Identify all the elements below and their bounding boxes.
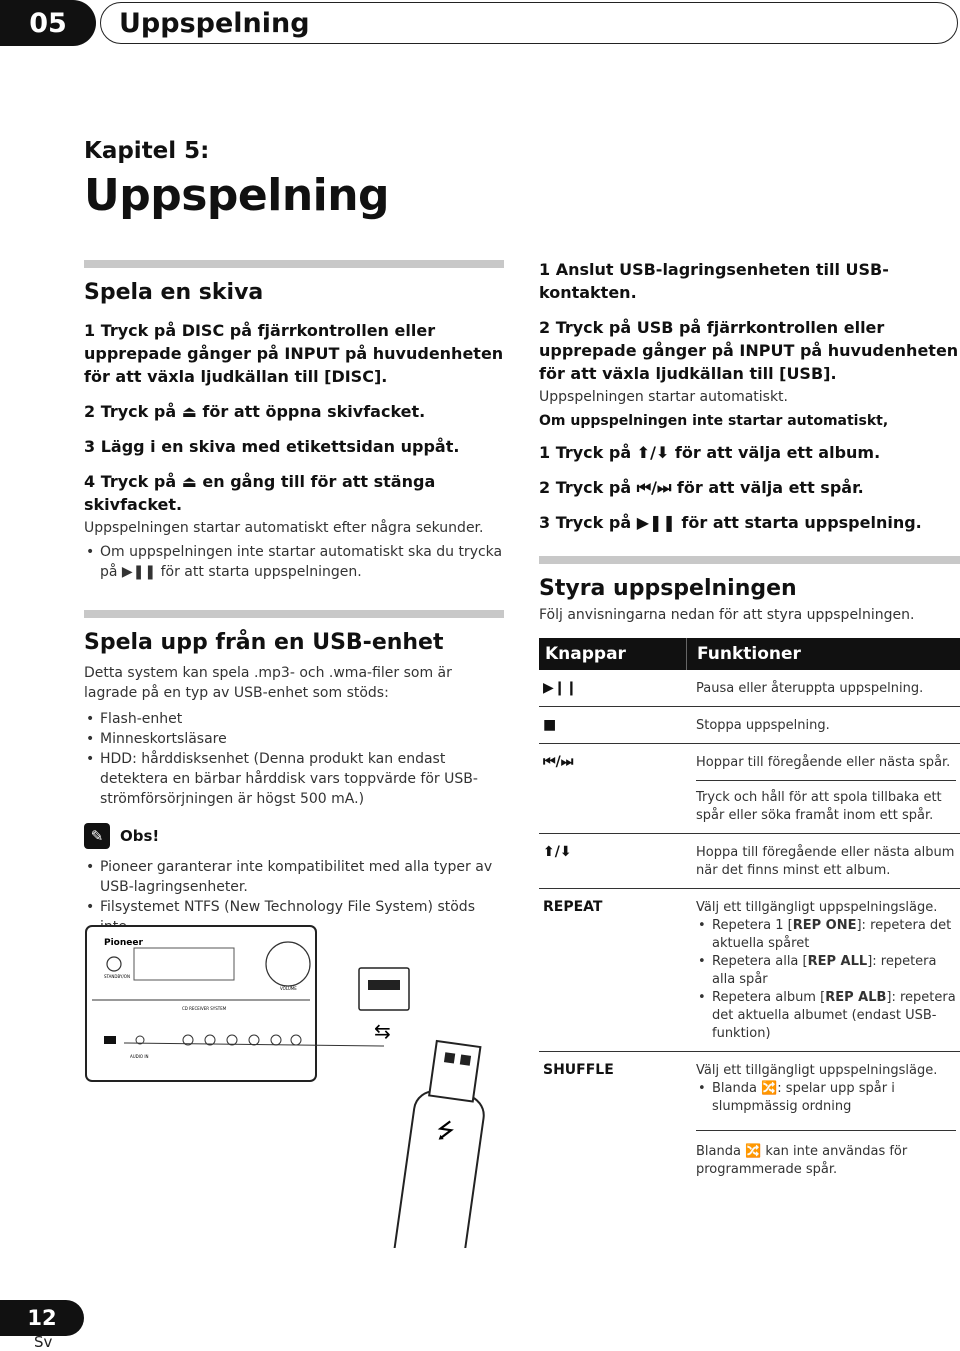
section-divider bbox=[84, 610, 504, 618]
disc-step-4: 4 Tryck på ⏏ en gång till för att stänga skivfacket. bbox=[84, 472, 436, 514]
usb-heading: Spela upp från en USB-enhet bbox=[84, 630, 444, 655]
obs-header bbox=[84, 823, 504, 849]
shuffle-icon: 🔀 bbox=[745, 1144, 762, 1159]
func-cell: Pausa eller återuppta uppspelning. bbox=[696, 681, 924, 696]
section-divider bbox=[84, 260, 504, 268]
chapter-label: Kapitel 5: bbox=[84, 138, 210, 164]
page-number: 12 bbox=[0, 1300, 84, 1336]
svg-text:STANDBY/ON: STANDBY/ON bbox=[104, 974, 130, 979]
usb-port-drawing bbox=[104, 1036, 116, 1044]
chapter-number: 05 bbox=[29, 7, 67, 39]
disc-bullets bbox=[84, 542, 504, 582]
table-row bbox=[539, 744, 960, 834]
col-func-header: Funktioner bbox=[686, 638, 960, 670]
usb-sub-step-2: 2 Tryck på ⏮/⏭ för att välja ett spår. bbox=[539, 478, 864, 497]
right-column bbox=[539, 258, 960, 625]
usb-device-item: • Flash-enhet bbox=[84, 709, 504, 729]
chapter-title: Uppspelning bbox=[119, 7, 310, 39]
eject-icon: ⏏ bbox=[181, 472, 197, 491]
disc-bullet: • Om uppspelningen inte startar automatiskt ska du trycka på ▶❚❚ för att starta uppspelningen. bbox=[84, 542, 504, 582]
usb-device-item: • HDD: hårddisksenhet (Denna produkt kan endast detektera en bärbar hårddisk vars toppvärde för USB-strömförsörjningen är högst 500 mA.) bbox=[84, 749, 504, 809]
up-down-icon: ⬆/⬇ bbox=[636, 443, 670, 462]
control-intro: Följ anvisningarna nedan för att styra uppspelningen. bbox=[539, 607, 915, 623]
usb-icon: ⇆ bbox=[374, 1019, 391, 1043]
left-column bbox=[84, 260, 504, 937]
control-heading: Styra uppspelningen bbox=[539, 576, 797, 601]
table-header bbox=[539, 638, 960, 670]
disc-step-2: 2 Tryck på ⏏ för att öppna skivfacket. bbox=[84, 402, 426, 421]
obs-label: Obs! bbox=[120, 827, 160, 845]
page-title: Uppspelning bbox=[84, 170, 390, 221]
chapter-title-box bbox=[100, 2, 958, 44]
func-cell: Hoppar till föregående eller nästa spår. Tryck och håll för att spola tillbaka ett spår eller söka framåt inom ett spår. bbox=[696, 744, 960, 833]
obs-item: • Filsystemet NTFS (New Technology File System) stöds bbox=[84, 897, 504, 937]
control-table bbox=[539, 638, 960, 1187]
play-pause-icon: ▶❚❚ bbox=[636, 513, 676, 532]
key-cell: SHUFFLE bbox=[543, 1062, 614, 1078]
func-cell: Hoppa till föregående eller nästa album när det finns minst ett album. bbox=[696, 845, 955, 878]
usb-sub-step-1: 1 Tryck på ⬆/⬇ för att välja ett album. bbox=[539, 443, 881, 462]
usb-intro: Detta system kan spela .mp3- och .wma-filer som är lagrade på en typ av USB-enhet som stöds: bbox=[84, 665, 452, 701]
usb-symbol-icon: ⭍ bbox=[434, 1117, 457, 1146]
svg-text:VOLUME: VOLUME bbox=[280, 986, 297, 991]
usb-sub-step-3: 3 Tryck på ▶❚❚ för att starta uppspelning. bbox=[539, 513, 922, 532]
play-pause-icon: ▶❚❚ bbox=[121, 564, 157, 580]
section-divider bbox=[539, 556, 960, 564]
receiver-usb-drawing bbox=[84, 918, 544, 1248]
repeat-modes: • Repetera 1 [REP ONE]: repetera det aktuella spåret • Repetera alla [REP ALL]: repetera alla spår • Repetera album [REP ALB]: repetera det aktuella albumet (endast USB-funktion) bbox=[696, 917, 956, 1043]
disc-heading: Spela en skiva bbox=[84, 280, 264, 305]
usb-device-list bbox=[84, 709, 504, 809]
disc-step-3: 3 Lägg i en skiva med etikettsidan uppåt. bbox=[84, 437, 460, 456]
svg-text:AUDIO IN: AUDIO IN bbox=[130, 1054, 149, 1059]
key-cell: ⏮/⏭ bbox=[543, 754, 574, 770]
usb-stick-drawing bbox=[391, 1039, 494, 1248]
usb-device-item: • Minneskortsläsare bbox=[84, 729, 504, 749]
disc-note: Uppspelningen startar automatiskt efter några sekunder. bbox=[84, 520, 484, 536]
table-row bbox=[539, 834, 960, 889]
pencil-icon: ✎ bbox=[84, 823, 110, 849]
chapter-number-tab bbox=[0, 0, 96, 46]
table-row bbox=[539, 889, 960, 1052]
usb-subheading: Om uppspelningen inte startar automatiskt, bbox=[539, 413, 889, 429]
usb-step-2-note: Uppspelningen startar automatiskt. bbox=[539, 389, 788, 405]
func-cell: Stoppa uppspelning. bbox=[696, 718, 830, 733]
language-code: Sv bbox=[34, 1333, 53, 1351]
obs-item: • Pioneer garanterar inte kompatibilitet med alla typer av USB-lagringsenheter. bbox=[84, 857, 504, 897]
func-cell: Välj ett tillgängligt uppspelningsläge. • Repetera 1 [REP ONE]: repetera det aktuella spåret • Repetera alla [REP ALL]: repetera alla spår • Repetera album [REP ALB]: repetera det aktuella albumet (endast USB-funktion) bbox=[696, 889, 960, 1051]
brand-logo: Pioneer bbox=[104, 938, 143, 948]
table-row bbox=[539, 670, 960, 707]
key-cell: REPEAT bbox=[543, 899, 603, 915]
disc-step-1: 1 Tryck på DISC på fjärrkontrollen eller upprepade gånger på INPUT på huvudenheten för att växla ljudkällan till [DISC]. bbox=[84, 321, 504, 386]
svg-text:CD RECEIVER SYSTEM: CD RECEIVER SYSTEM bbox=[182, 1006, 227, 1011]
key-cell: ⬆/⬇ bbox=[543, 844, 572, 860]
table-row bbox=[539, 707, 960, 744]
shuffle-modes: • Blanda 🔀: spelar upp spår i slumpmässig ordning bbox=[696, 1080, 956, 1116]
shuffle-note: Blanda 🔀 kan inte användas för programmerade spår. bbox=[696, 1130, 956, 1179]
prev-next-icon: ⏮/⏭ bbox=[636, 478, 672, 497]
col-keys-header: Knappar bbox=[545, 644, 626, 664]
table-row bbox=[539, 1052, 960, 1187]
eject-icon: ⏏ bbox=[181, 402, 197, 421]
key-cell: ■ bbox=[543, 717, 557, 733]
func-cell: Välj ett tillgängligt uppspelningsläge. • Blanda 🔀: spelar upp spår i slumpmässig ordning Blanda 🔀 kan inte användas för programmerade spår. bbox=[696, 1052, 960, 1187]
shuffle-icon: 🔀 bbox=[761, 1081, 778, 1096]
usb-step-2: 2 Tryck på USB på fjärrkontrollen eller upprepade gånger på INPUT på huvudenheten för att växla ljudkällan till [USB]. bbox=[539, 318, 959, 383]
usb-step-1: 1 Anslut USB-lagringsenheten till USB-kontakten. bbox=[539, 260, 889, 302]
device-illustration bbox=[84, 918, 544, 1248]
key-cell: ▶❙❙ bbox=[543, 680, 578, 696]
